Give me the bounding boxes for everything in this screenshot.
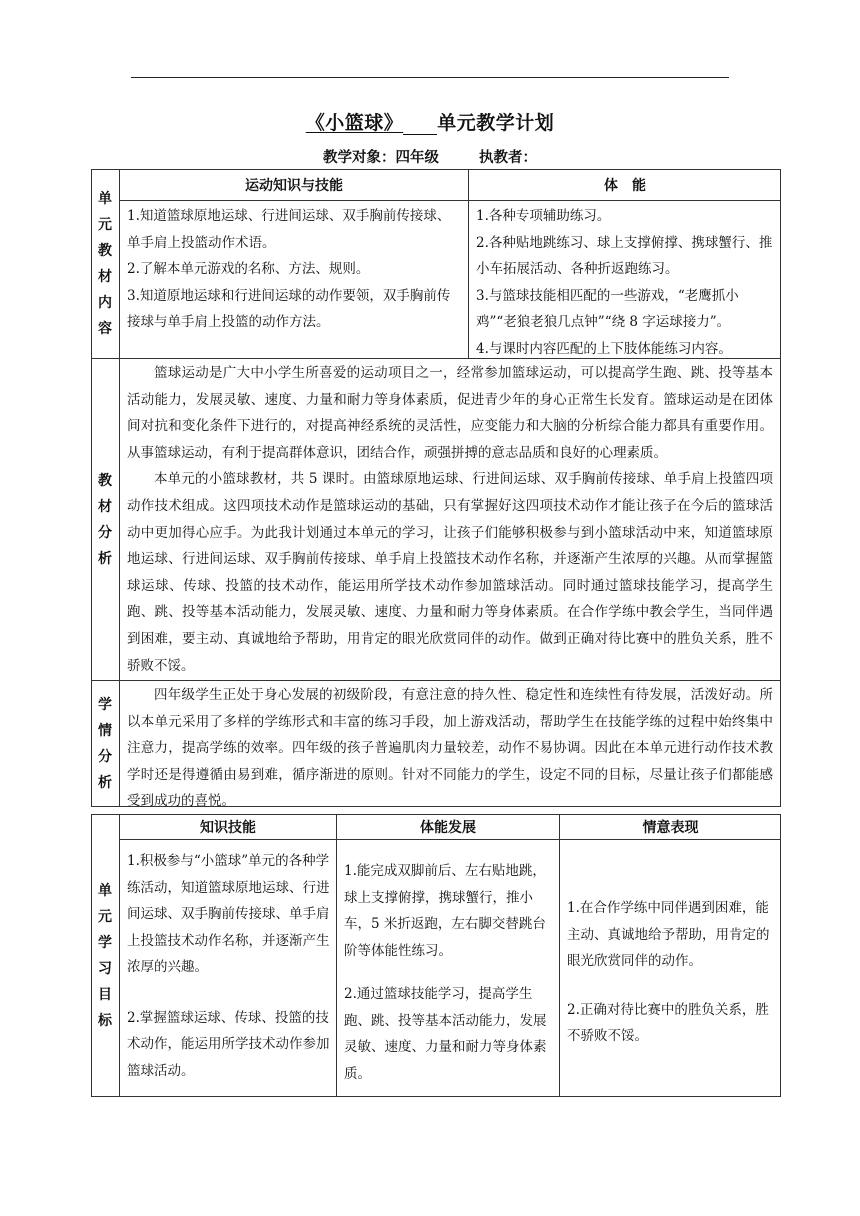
goal-item: 2.正确对待比赛中的胜负关系，胜不骄败不馁。 [567, 1001, 769, 1044]
list-item: 4.与课时内容匹配的上下肢体能练习内容。 [476, 340, 732, 357]
goal-item: 1.能完成双脚前后、左右贴地跳，球上支撑俯撑，携球蟹行，推小车，5 米折返跑，左右脚交替跳台阶等体能性练习。 [344, 863, 546, 959]
goals-header-knowledge: 知识技能 [200, 820, 256, 836]
side-label-analysis: 教 材 分 析 [98, 472, 112, 567]
title-blank-line [403, 116, 437, 135]
audience-label: 教学对象：四年级 [323, 150, 439, 166]
list-item: 2.各种贴地跳练习、球上支撑俯撑、携球蟹行、推小车拓展活动、各种折返跑练习。 [476, 234, 773, 277]
side-label-learner: 学 情 分 析 [98, 697, 112, 791]
list-item: 1.知道篮球原地运球、行进间运球、双手胸前传接球、单手肩上投篮动作术语。 [127, 208, 451, 251]
list-item: 3.知道原地运球和行进间运球的动作要领，双手胸前传接球与单手肩上投篮的动作方法。 [127, 287, 451, 330]
side-label-goals: 单 元 学 习 目 标 [98, 883, 112, 1029]
subtitle-line [0, 146, 860, 167]
goals-fitness-cell [344, 858, 554, 1087]
goal-item: 1.积极参与“小篮球”单元的各种学练活动，知道篮球原地运球、行进间运球、双手胸前传接球、单手肩上投篮技术动作名称，并逐渐产生浓厚的兴趣。 [127, 853, 330, 975]
fitness-list [476, 203, 776, 362]
material-analysis-text [127, 360, 773, 679]
list-item: 3.与篮球技能相匹配的一些游戏，“老鹰抓小鸡”“老狼老狼几点钟”“绕 8 字运球接力”。 [476, 287, 739, 330]
goal-item: 2.掌握篮球运球、传球、投篮的技术动作，能运用所学技术动作参加篮球活动。 [127, 1009, 330, 1079]
list-item: 2.了解本单元游戏的名称、方法、规则。 [127, 261, 370, 277]
document-title [0, 108, 860, 135]
plan-title: 单元教学计划 [437, 112, 555, 134]
paragraph: 篮球运动是广大中小学生所喜爱的运动项目之一，经常参加篮球运动，可以提高学生跑、跳、投等基本活动能力，发展灵敏、速度、力量和耐力等身体素质，促进青少年的身心正常生长发育。篮球运动是在团体间对抗和变化条件下进行的，对提高神经系统的灵活性，应变能力和大脑的分析综合能力都具有重要作用。从事篮球运动，有利于提高群体意识，团结合作，顽强拼搏的意志品质和良好的心理素质。 [127, 365, 773, 461]
goals-header-fitness: 体能发展 [420, 820, 476, 836]
goals-knowledge-cell [127, 848, 331, 1084]
teacher-label: 执教者： [479, 150, 537, 166]
goals-header-affective: 情意表现 [642, 820, 699, 836]
goals-affective-cell [567, 895, 775, 1050]
goal-item: 2.通过篮球技能学习，提高学生跑、跳、投等基本活动能力，发展灵敏、速度、力量和耐力等身体素质。 [344, 986, 547, 1082]
side-label-content: 单 元 教 材 内 容 [98, 191, 112, 337]
col-header-knowledge: 运动知识与技能 [245, 178, 343, 194]
knowledge-list [127, 203, 463, 336]
header-rule [131, 77, 729, 78]
book-title: 《小篮球》 [305, 112, 404, 134]
paragraph: 四年级学生正处于身心发展的初级阶段，有意注意的持久性、稳定性和连续性有待发展，活泼好动。所以本单元采用了多样的学练形式和丰富的练习手段，加上游戏活动，帮助学生在技能学练的过程中始终集中注意力，提高学练的效率。四年级的孩子普遍肌肉力量较差，动作不易协调。因此在本单元进行动作技术教学时还是得遵循由易到难，循序渐进的原则。针对不同能力的学生，设定不同的目标，尽量让孩子们都能感受到成功的喜悦。 [127, 687, 773, 810]
paragraph: 本单元的小篮球教材，共 5 课时。由篮球原地运球、行进间运球、双手胸前传接球、单手肩上投篮四项动作技术组成。这四项技术动作是篮球运动的基础，只有掌握好这四项技术动作才能让孩子在今后的篮球活动中更加得心应手。为此我计划通过本单元的学习，让孩子们能够积极参与到小篮球活动中来，知道篮球原地运球、行进间运球、双手胸前传接球、单手肩上投篮技术动作名称，并逐渐产生浓厚的兴趣。从而掌握篮球运球、传球、投篮的技术动作，能运用所学技术动作参加篮球活动。同时通过篮球技能学习，提高学生跑、跳、投等基本活动能力，发展灵敏、速度、力量和耐力等身体素质。在合作学练中教会学生，当同伴遇到困难，要主动、真诚地给予帮助，用肯定的眼光欣赏同伴的动作。做到正确对待比赛中的胜负关系，胜不骄败不馁。 [127, 471, 773, 674]
goal-item: 1.在合作学练中同伴遇到困难，能主动、真诚地给予帮助，用肯定的眼光欣赏同伴的动作。 [567, 900, 770, 969]
col-header-fitness: 体 能 [604, 178, 646, 194]
list-item: 1.各种专项辅助练习。 [476, 208, 611, 224]
learner-analysis-text [127, 682, 773, 815]
